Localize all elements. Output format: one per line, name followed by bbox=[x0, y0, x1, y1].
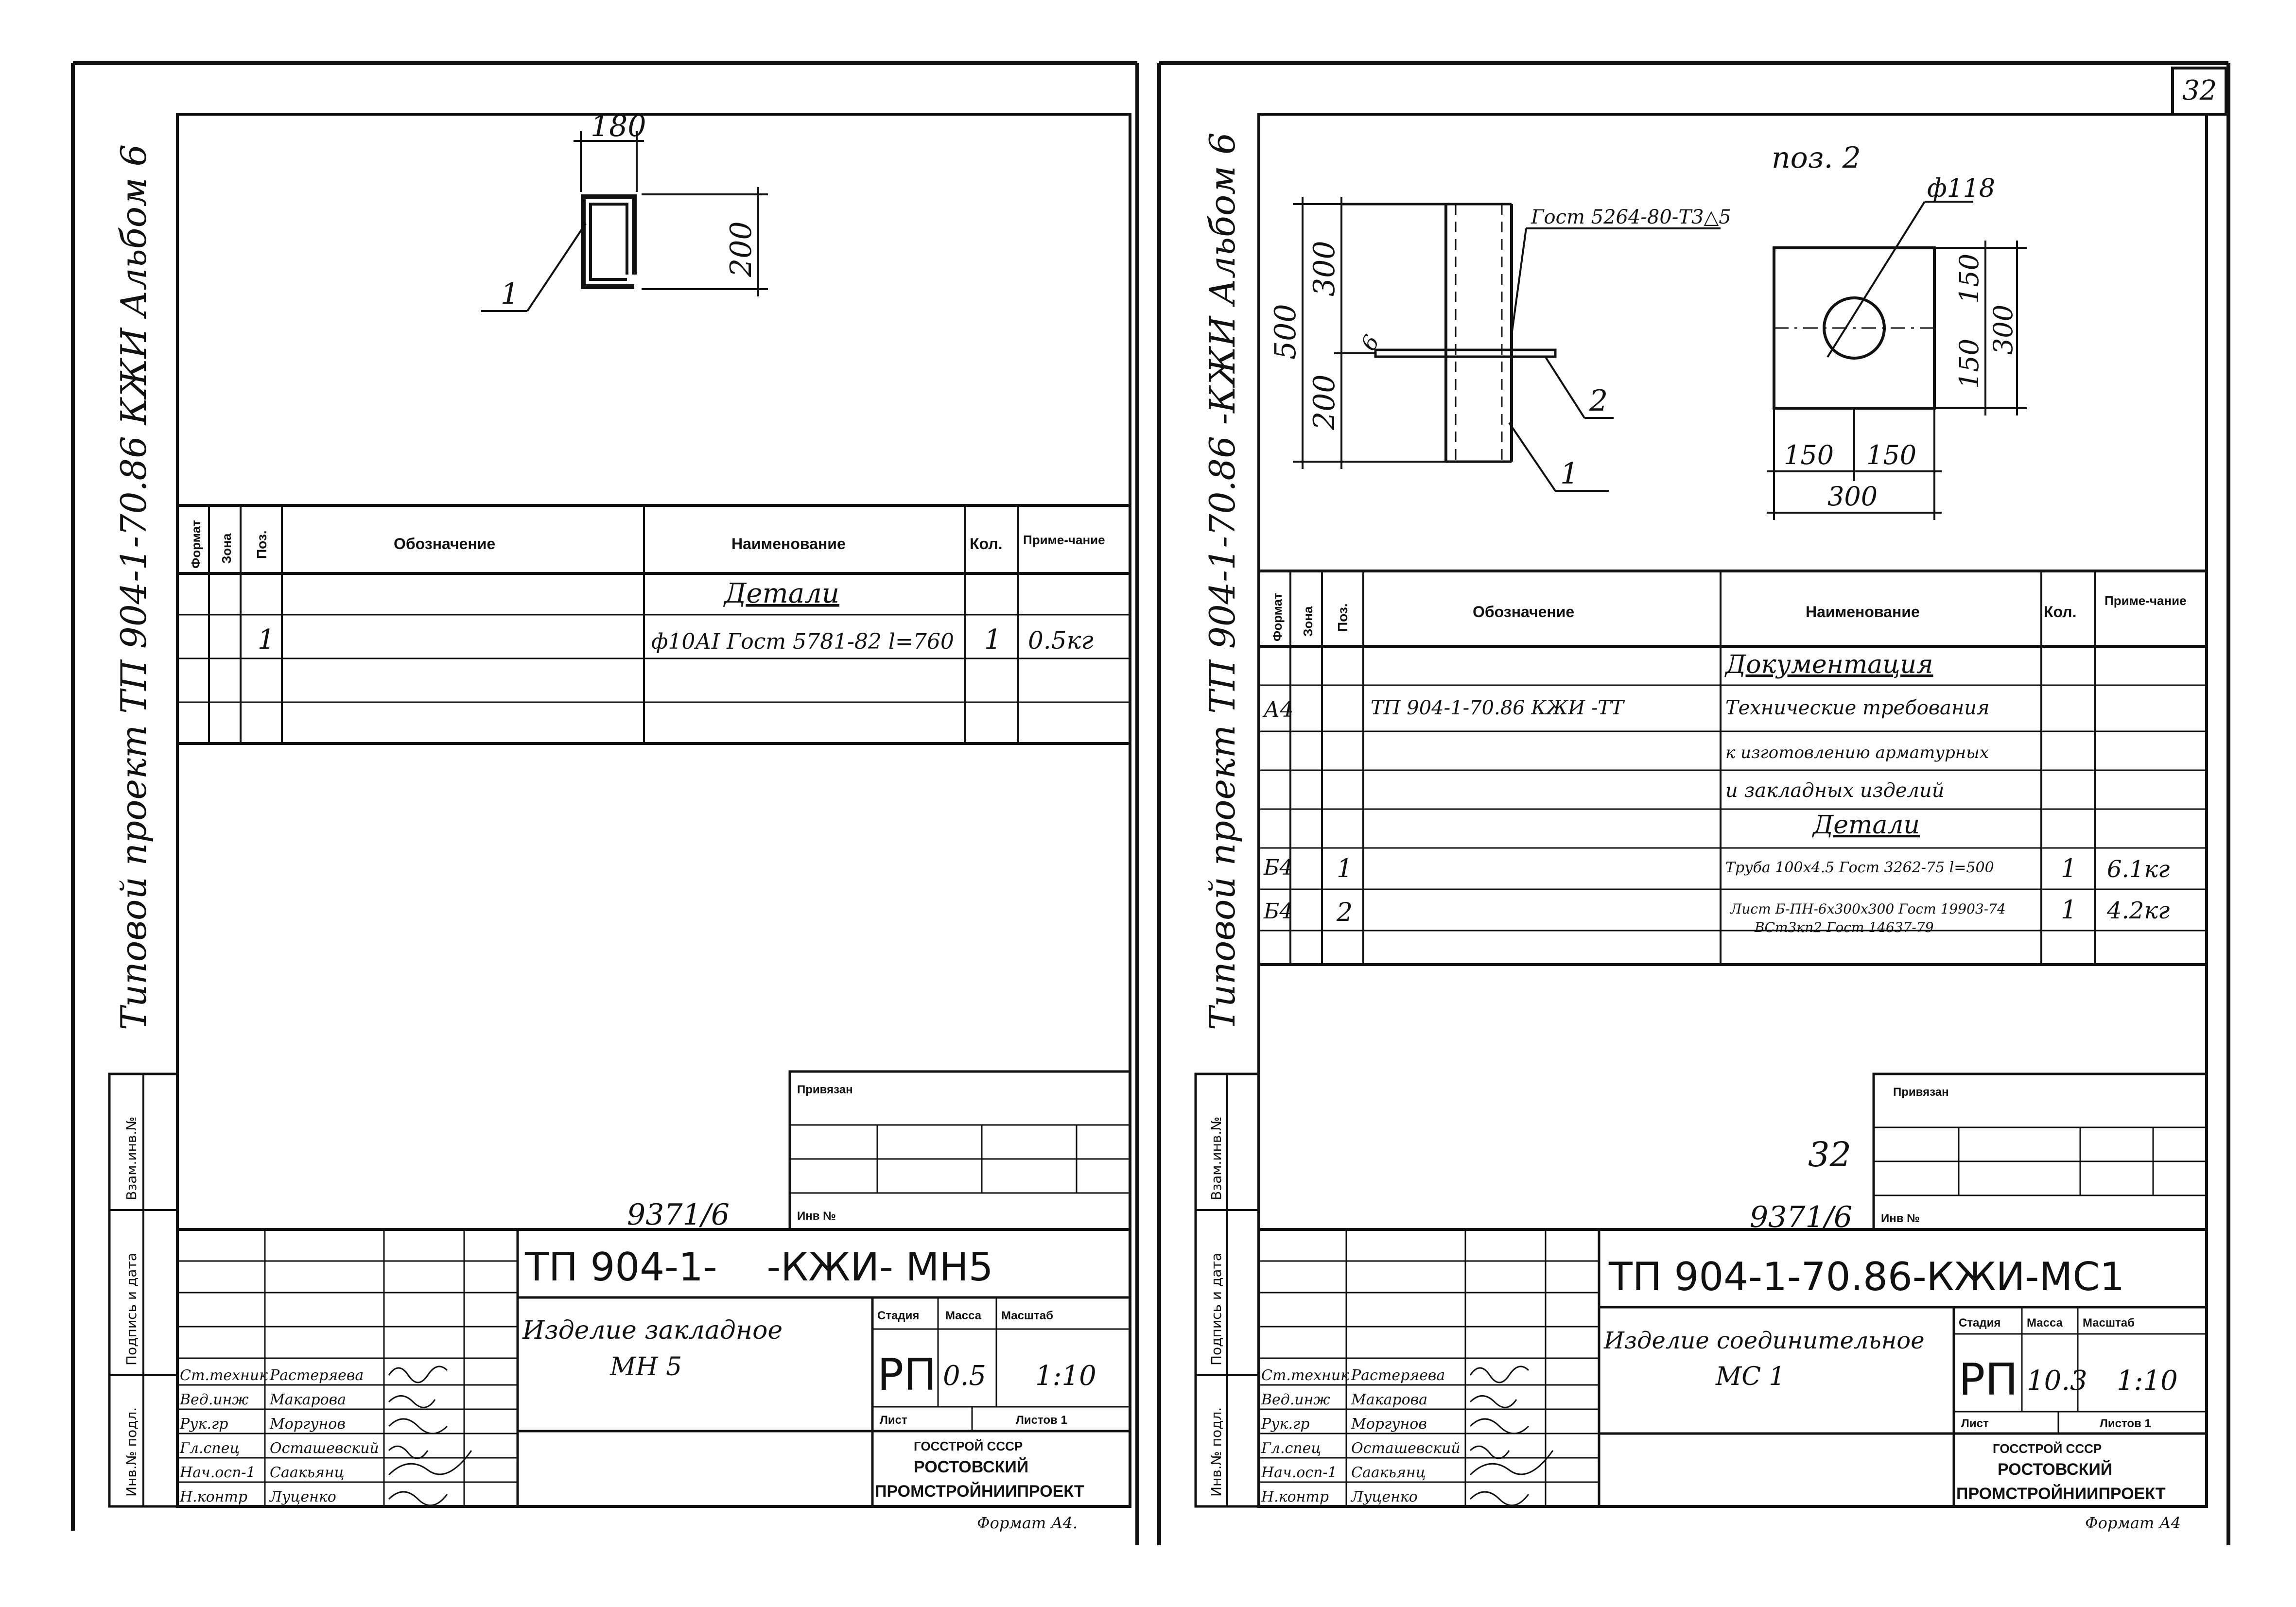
right-scale-label: Масштаб bbox=[2083, 1316, 2135, 1330]
right-row2-pos: 2 bbox=[1337, 898, 1353, 927]
right-dim-6: 6 bbox=[1356, 330, 1385, 355]
left-signer-name-1: Растеряева bbox=[270, 1367, 364, 1384]
left-row1-qty: 1 bbox=[984, 624, 1002, 656]
right-org-3: ПРОМСТРОЙНИИПРОЕКТ bbox=[1956, 1485, 2166, 1503]
right-stage-label: Стадия bbox=[1959, 1316, 2001, 1330]
right-signer-name-3: Моргунов bbox=[1351, 1416, 1427, 1433]
left-side-label-inv: Инв.№ подл. bbox=[123, 1407, 139, 1497]
right-sheets-label: Листов 1 bbox=[2100, 1417, 2151, 1430]
left-side-label-sign: Подпись и дата bbox=[123, 1253, 139, 1365]
right-section-doc: Документация bbox=[1725, 650, 1933, 679]
right-side-stamp bbox=[1196, 1074, 1259, 1506]
right-row2-name: Лист Б-ПН-6х300х300 Гост 19903-74 bbox=[1730, 901, 2006, 917]
left-hdr-note: Приме-чание bbox=[1023, 533, 1105, 547]
right-dim-300h: 300 bbox=[1827, 481, 1878, 512]
right-signer-role-1: Ст.техник bbox=[1261, 1367, 1350, 1384]
right-dim-150b: 150 bbox=[1954, 338, 1984, 389]
right-signer-role-4: Гл.спец bbox=[1261, 1440, 1322, 1457]
left-title-1: Изделие закладное bbox=[522, 1316, 783, 1345]
right-row1-note: 6.1кг bbox=[2107, 856, 2170, 883]
left-side-stamp bbox=[109, 1074, 177, 1506]
left-privyazan-block bbox=[627, 1071, 1130, 1232]
right-section-det: Детали bbox=[1813, 811, 1920, 840]
right-doc-name-2: к изготовлению арматурных bbox=[1725, 743, 1989, 762]
right-signer-name-5: Саакьянц bbox=[1351, 1464, 1426, 1481]
right-dim-500: 500 bbox=[1269, 304, 1303, 360]
right-hdr-format: Формат bbox=[1270, 593, 1285, 641]
left-sheets-label: Листов 1 bbox=[1016, 1414, 1067, 1427]
right-leader-2: 2 bbox=[1589, 384, 1608, 418]
right-signer-name-1: Растеряева bbox=[1351, 1367, 1445, 1384]
right-side-label-inv: Инв.№ подл. bbox=[1208, 1407, 1224, 1497]
left-signer-role-3: Рук.гр bbox=[180, 1416, 228, 1433]
right-row2-note: 4.2кг bbox=[2107, 897, 2170, 924]
left-mass-label: Масса bbox=[945, 1309, 981, 1322]
left-hdr-qty: Кол. bbox=[970, 535, 1003, 553]
left-signer-name-6: Луценко bbox=[270, 1488, 336, 1505]
left-format: Формат А4. bbox=[977, 1514, 1078, 1532]
left-signer-role-2: Вед.инж bbox=[180, 1391, 249, 1408]
right-dim-300: 300 bbox=[1307, 241, 1341, 296]
left-dim-180: 180 bbox=[591, 109, 646, 143]
left-dim-200: 200 bbox=[724, 221, 758, 277]
right-row1-qty: 1 bbox=[2061, 854, 2077, 883]
right-spec-table bbox=[1259, 571, 2207, 965]
right-dia: ф118 bbox=[1927, 174, 1995, 203]
right-row1-pos: 1 bbox=[1337, 854, 1353, 883]
right-signer-name-2: Макарова bbox=[1351, 1391, 1428, 1408]
right-drawing-elevation bbox=[1269, 197, 1731, 491]
left-title-2: МН 5 bbox=[610, 1352, 682, 1382]
left-row1-pos: 1 bbox=[258, 624, 275, 656]
right-doc-name-1: Технические требования bbox=[1725, 697, 1990, 719]
left-org-1: ГОССТРОЙ СССР bbox=[914, 1439, 1023, 1453]
right-mass-label: Масса bbox=[2027, 1316, 2063, 1330]
right-sheet-label: Лист bbox=[1961, 1417, 1989, 1430]
left-signer-role-6: Н.контр bbox=[180, 1488, 248, 1505]
right-row2-qty: 1 bbox=[2061, 896, 2077, 925]
right-dim-200: 200 bbox=[1307, 374, 1341, 430]
right-signer-name-4: Осташевский bbox=[1351, 1440, 1461, 1457]
right-row1-name: Труба 100х4.5 Гост 3262-75 l=500 bbox=[1725, 859, 1994, 876]
right-pos-title: поз. 2 bbox=[1772, 141, 1861, 175]
left-signer-role-1: Ст.техник bbox=[180, 1367, 268, 1384]
right-title-1: Изделие соединительное bbox=[1604, 1327, 1925, 1354]
right-hdr-pos: Поз. bbox=[1335, 603, 1350, 632]
right-dim-150a: 150 bbox=[1954, 253, 1984, 304]
right-org-2: РОСТОВСКИЙ bbox=[1998, 1460, 2113, 1479]
right-row2-name-2: ВСт3кп2 Гост 14637-79 bbox=[1755, 919, 1934, 935]
right-signer-role-6: Н.контр bbox=[1261, 1488, 1329, 1505]
right-side-label-sign: Подпись и дата bbox=[1208, 1253, 1224, 1365]
right-doc-format: А4 bbox=[1264, 697, 1294, 722]
right-row2-format: Б4 bbox=[1264, 899, 1293, 924]
sheet-number: 32 bbox=[2182, 75, 2217, 106]
right-sheet bbox=[1159, 63, 2228, 1545]
right-gost-weld: Гост 5264-80-Т3△5 bbox=[1531, 206, 1731, 228]
right-org-1: ГОССТРОЙ СССР bbox=[1993, 1441, 2102, 1456]
left-album-label: Типовой проект ТП 904-1-70.86 КЖИ Альбом 6 bbox=[113, 144, 154, 1030]
left-mass: 0.5 bbox=[943, 1360, 987, 1392]
left-row1-note: 0.5кг bbox=[1028, 626, 1094, 655]
right-privyazan-block bbox=[1750, 1074, 2207, 1234]
left-stage-label: Стадия bbox=[877, 1309, 920, 1322]
left-scale-label: Масштаб bbox=[1001, 1309, 1053, 1322]
right-stage: РП bbox=[1959, 1354, 2018, 1405]
right-signer-name-6: Луценко bbox=[1351, 1488, 1418, 1505]
right-dim-300v: 300 bbox=[1988, 304, 2018, 355]
right-title-2: МС 1 bbox=[1716, 1362, 1785, 1391]
right-drawing-code: ТП 904-1-70.86-КЖИ-МС1 bbox=[1609, 1254, 2125, 1299]
right-dim-150c: 150 bbox=[1784, 440, 1834, 470]
left-hdr-pos: Поз. bbox=[254, 530, 269, 559]
right-title-block bbox=[1259, 1229, 2207, 1532]
right-privyazan-label: Привязан bbox=[1893, 1086, 1949, 1099]
right-doc-name-3: и закладных изделий bbox=[1725, 779, 1945, 802]
left-hdr-designation: Обозначение bbox=[394, 535, 496, 553]
left-org-2: РОСТОВСКИЙ bbox=[914, 1458, 1029, 1476]
left-title-block bbox=[177, 1229, 1130, 1532]
right-archive-number: 9371/6 bbox=[1750, 1200, 1853, 1234]
left-row1-name: ф10АI Гост 5781-82 l=760 bbox=[651, 629, 954, 654]
right-handwritten-number: 32 bbox=[1808, 1135, 1852, 1175]
right-signer-role-2: Вед.инж bbox=[1261, 1391, 1330, 1408]
right-hdr-qty: Кол. bbox=[2044, 603, 2077, 621]
left-hdr-format: Формат bbox=[189, 520, 203, 569]
left-drawing-code: ТП 904-1- -КЖИ- МН5 bbox=[525, 1244, 993, 1290]
right-doc-code: ТП 904-1-70.86 КЖИ -ТТ bbox=[1371, 697, 1624, 719]
left-spec-table bbox=[177, 505, 1130, 743]
right-scale: 1:10 bbox=[2117, 1365, 2178, 1397]
right-hdr-zone: Зона bbox=[1301, 606, 1315, 637]
right-format: Формат А4 bbox=[2085, 1514, 2181, 1532]
left-signer-role-4: Гл.спец bbox=[180, 1440, 240, 1457]
right-mass: 10.3 bbox=[2027, 1365, 2087, 1397]
right-drawing-plan bbox=[1767, 141, 2027, 520]
left-signer-role-5: Нач.осп-1 bbox=[180, 1464, 256, 1481]
right-row1-format: Б4 bbox=[1264, 855, 1293, 880]
right-signer-role-3: Рук.гр bbox=[1261, 1416, 1310, 1433]
left-hdr-name: Наименование bbox=[731, 535, 846, 553]
left-privyazan-label: Привязан bbox=[797, 1083, 853, 1096]
right-signer-role-5: Нач.осп-1 bbox=[1261, 1464, 1337, 1481]
left-leader-1: 1 bbox=[501, 277, 520, 311]
right-album-label: Типовой проект ТП 904-1-70.86 -КЖИ Альбом 6 bbox=[1202, 132, 1243, 1030]
right-side-label-vzam: Взам.инв.№ bbox=[1208, 1116, 1224, 1200]
left-side-label-vzam: Взам.инв.№ bbox=[123, 1116, 139, 1200]
left-sheet bbox=[73, 63, 1137, 1545]
left-signer-name-5: Саакьянц bbox=[270, 1464, 345, 1481]
right-hdr-note: Приме-чание bbox=[2105, 593, 2187, 608]
left-org-3: ПРОМСТРОЙНИИПРОЕКТ bbox=[875, 1482, 1084, 1501]
left-sheet-label: Лист bbox=[880, 1414, 907, 1427]
left-archive-number: 9371/6 bbox=[627, 1198, 730, 1232]
left-stage: РП bbox=[877, 1349, 937, 1400]
right-hdr-designation: Обозначение bbox=[1473, 603, 1575, 621]
left-section-details: Детали bbox=[724, 578, 839, 609]
left-inv-label: Инв № bbox=[797, 1210, 836, 1223]
right-dim-150d: 150 bbox=[1866, 440, 1917, 470]
left-signer-name-4: Осташевский bbox=[270, 1440, 379, 1457]
right-inv-label: Инв № bbox=[1881, 1212, 1920, 1225]
left-scale: 1:10 bbox=[1035, 1360, 1096, 1392]
left-hdr-zone: Зона bbox=[219, 533, 234, 564]
right-hdr-name: Наименование bbox=[1806, 603, 1920, 621]
left-signer-name-2: Макарова bbox=[270, 1391, 347, 1408]
right-leader-1: 1 bbox=[1560, 457, 1579, 491]
left-drawing bbox=[481, 109, 768, 311]
left-signer-name-3: Моргунов bbox=[270, 1416, 346, 1433]
